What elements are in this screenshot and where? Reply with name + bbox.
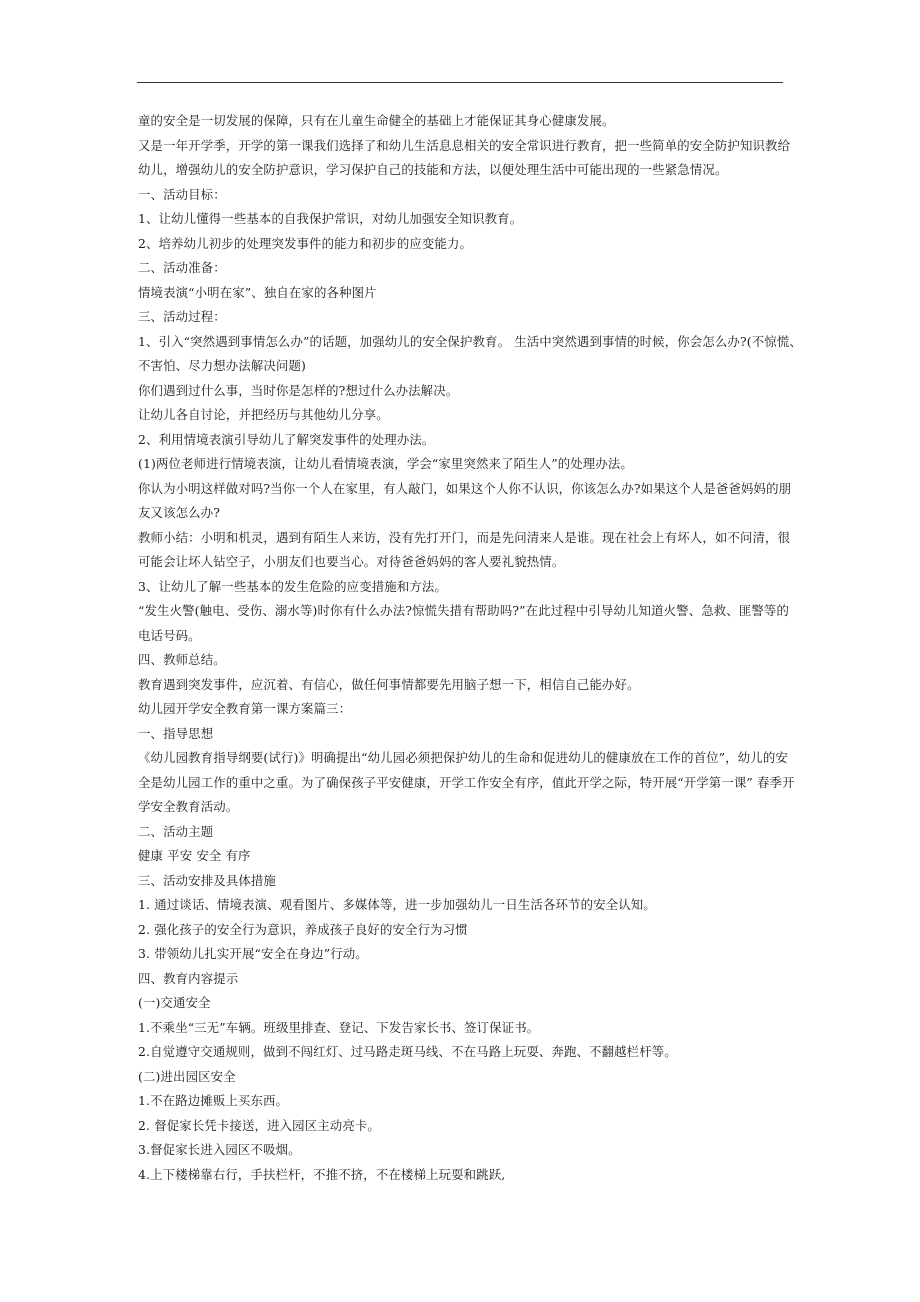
text-line: 让幼儿各自讨论，并把经历与其他幼儿分享。: [138, 407, 389, 422]
text-line: 不害怕、尽力想办法解决问题): [138, 358, 307, 373]
header-rule: [137, 82, 783, 83]
list-item: 1、引入“突然遇到事情怎么办”的话题，加强幼儿的安全保护教育。 生活中突然遇到事情的时候，你会怎么办?(不惊慌、: [138, 333, 802, 349]
text-line: 童的安全是一切发展的保障，只有在儿童生命健全的基础上才能保证其身心健康发展。: [138, 113, 615, 128]
section-heading: 四、教育内容提示: [138, 970, 239, 986]
section-heading: 一、指导思想: [138, 725, 214, 741]
list-item: 2. 督促家长凭卡接送，进入园区主动亮卡。: [138, 1117, 380, 1133]
text-line: “发生火警(触电、受伤、溺水等)时你有什么办法?惊慌失措有帮助吗?”在此过程中引导幼儿知道火警、急救、匪警等的: [138, 603, 790, 618]
text-line: 《幼儿园教育指导纲要(试行)》明确提出“幼儿园必须把保护幼儿的生命和促进幼儿的健康放在工作的首位”，幼儿的安: [138, 750, 788, 765]
text-line: 你认为小明这样做对吗?当你一个人在家里，有人敲门，如果这个人你不认识，你该怎么办?如果这个人是爸爸妈妈的朋: [138, 480, 792, 496]
list-item: 3.督促家长进入园区不吸烟。: [138, 1142, 301, 1157]
text-line: 学安全教育活动。: [138, 799, 239, 814]
list-item: 1、让幼儿懂得一些基本的自我保护常识，对幼儿加强安全知识教育。: [138, 211, 523, 226]
section-heading: 三、活动安排及具体措施: [138, 872, 276, 888]
text-line: 教师小结：小明和机灵，遇到有陌生人来访，没有先打开门，而是先问清来人是谁。现在社会上有坏人，如不问清，很: [138, 529, 791, 545]
subsection-heading: (二)进出园区安全: [138, 1068, 236, 1084]
list-item: 1. 通过谈话、情境表演、观看图片、多媒体等，进一步加强幼儿一日生活各环节的安全认知。: [138, 897, 656, 912]
text-line: 又是一年开学季，开学的第一课我们选择了和幼儿生活息息相关的安全常识进行教育，把一些简单的安全防护知识教给: [138, 137, 791, 153]
list-item: (1)两位老师进行情境表演，让幼儿看情境表演，学会“家里突然来了陌生人”的处理办法。: [138, 456, 633, 471]
list-item: 4.上下楼梯靠右行，手扶栏杆，不推不挤，不在楼梯上玩耍和跳跃,: [138, 1166, 506, 1182]
list-item: 2.自觉遵守交通规则，做到不闯红灯、过马路走斑马线、不在马路上玩耍、奔跑、不翻越栏杆等。: [138, 1044, 677, 1059]
text-line: 全是幼儿园工作的重中之重。为了确保孩子平安健康，开学工作安全有序，值此开学之际，特开展“开学第一课” 春季开: [138, 774, 795, 790]
list-item: 2、利用情境表演引导幼儿了解突发事件的处理办法。: [138, 431, 435, 447]
text-line: 健康 平安 安全 有序: [138, 848, 251, 863]
section-heading: 二、活动主题: [138, 823, 214, 839]
text-line: 可能会让坏人钻空子，小朋友们也要当心。对待爸爸妈妈的客人要礼貌热情。: [138, 554, 565, 569]
text-line: 电话号码。: [138, 627, 201, 643]
list-item: 3、让幼儿了解一些基本的发生危险的应变措施和方法。: [138, 578, 448, 594]
list-item: 2、培养幼儿初步的处理突发事件的能力和初步的应变能力。: [138, 235, 473, 251]
section-heading: 二、活动准备：: [138, 260, 226, 275]
list-item: 3. 带领幼儿扎实开展“安全在身边”行动。: [138, 946, 368, 961]
list-item: 2. 强化孩子的安全行为意识，养成孩子良好的安全行为习惯: [138, 921, 468, 937]
document-body: [138, 109, 802, 1187]
chapter-title: 幼儿园开学安全教育第一课方案篇三：: [138, 701, 352, 716]
text-line: 你们遇到过什么事，当时你是怎样的?想过什么办法解决。: [138, 382, 459, 398]
text-line: 教育遇到突发事件，应沉着、有信心，做任何事情都要先用脑子想一下，相信自己能办好。: [138, 676, 640, 692]
list-item: 1.不在路边摊贩上买东西。: [138, 1093, 289, 1108]
section-heading: 一、活动目标：: [138, 186, 226, 202]
section-heading: 三、活动过程：: [138, 309, 226, 324]
list-item: 1.不乘坐“三无”车辆。班级里排查、登记、下发告家长书、签订保证书。: [138, 1019, 540, 1035]
text-line: 情境表演“小明在家”、独自在家的各种图片: [138, 284, 377, 300]
subsection-heading: (一)交通安全: [138, 995, 211, 1010]
section-heading: 四、教师总结。: [138, 652, 226, 667]
text-line: 幼儿，增强幼儿的安全防护意识，学习保护自己的技能和方法，以便处理生活中可能出现的一些紧急情况。: [138, 162, 728, 177]
text-line: 友又该怎么办?: [138, 505, 221, 520]
